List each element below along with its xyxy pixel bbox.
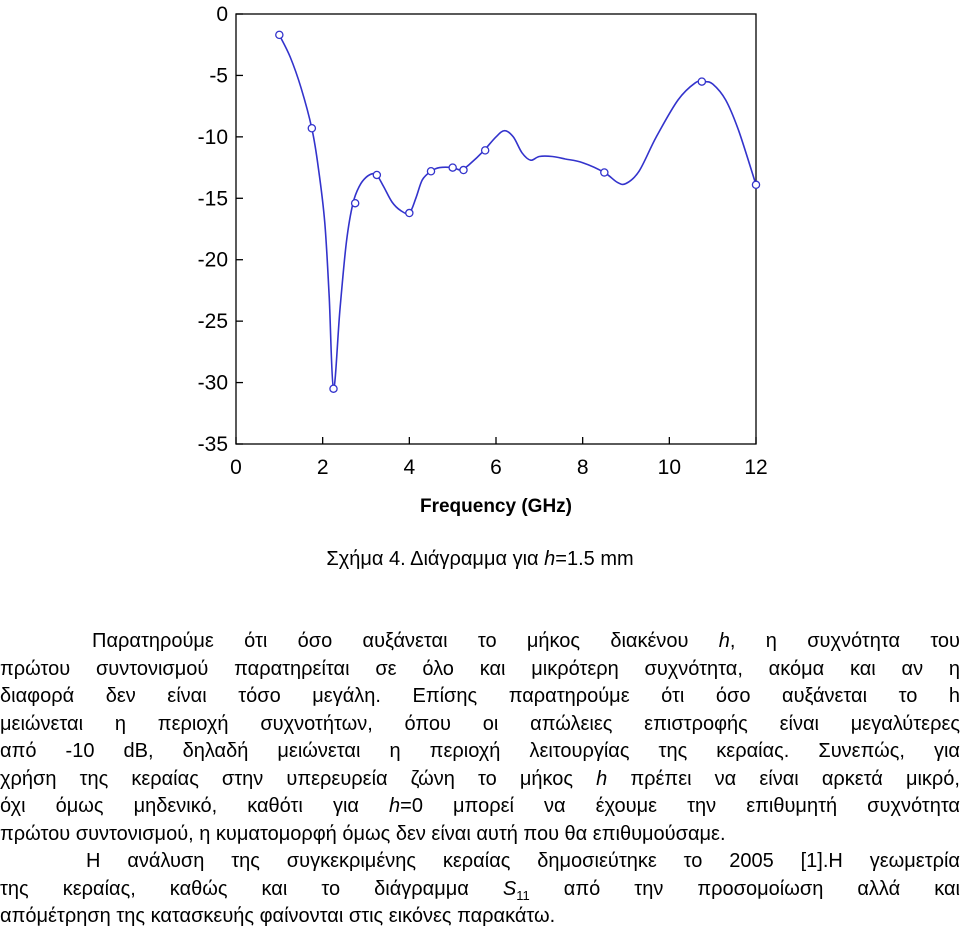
y-tick-label: -10 (197, 125, 228, 149)
paragraph1-line1 (0, 628, 960, 654)
data-point-marker (698, 78, 705, 85)
caption-prefix: Σχήμα 4. Διάγραμμα για (326, 548, 545, 570)
text-segment: όχι όμως μηδενικό, καθότι για (0, 795, 390, 817)
x-tick-label: 6 (490, 456, 502, 479)
paragraph1-line8: πρώτου συντονισμού, η κυματομορφή όμως δεν είναι αυτή που θα επιθυμούσαμε. (0, 823, 726, 845)
plot-area-border (236, 14, 756, 444)
data-point-marker (406, 209, 413, 216)
caption-suffix: =1.5 mm (555, 548, 634, 570)
text-segment: Παρατηρούμε ότι όσο αυξάνεται το μήκος διακένου (92, 630, 719, 652)
variable-h: h (718, 630, 730, 652)
x-tick-label: 0 (230, 456, 242, 479)
data-point-marker (449, 164, 456, 171)
y-tick-label: 0 (216, 3, 228, 26)
data-point-marker (427, 168, 434, 175)
paragraph1-line5: από -10 dB, δηλαδή μειώνεται η περιοχή λειτουργίας της κεραίας. Συνεπώς, για (0, 740, 960, 762)
x-tick-label: 12 (744, 456, 768, 479)
data-point-marker (352, 200, 359, 207)
paragraph1-line2: πρώτου συντονισμού παρατηρείται σε όλο και μικρότερη συχνότητα, ακόμα και αν η (0, 658, 960, 680)
paragraph2-line3: απόμέτρηση της κατασκευής φαίνονται στις εικόνες παρακάτω. (0, 905, 556, 927)
paragraph2-line1: Η ανάλυση της συγκεκριμένης κεραίας δημοσιεύτηκε το 2005 [1].Η γεωμετρία (86, 850, 960, 872)
x-tick-label: 4 (403, 456, 416, 479)
plot-frame (236, 14, 756, 444)
data-point-marker (752, 181, 759, 188)
subscript-11: 11 (516, 888, 530, 903)
y-tick-label: -35 (197, 433, 228, 456)
x-tick-label: 2 (316, 456, 329, 479)
data-point-marker (460, 166, 467, 173)
caption-variable: h (544, 548, 556, 570)
variable-s: S (502, 878, 517, 900)
text-segment: της κεραίας, καθώς και το διάγραμμα (0, 878, 503, 900)
data-point-marker (276, 31, 283, 38)
x-axis-ticks (230, 437, 768, 479)
text-segment: =0 μπορεί να έχουμε την επιθυμητή συχνότητα (400, 795, 960, 817)
y-tick-label: -20 (197, 248, 228, 272)
y-tick-label: -25 (197, 310, 228, 334)
paragraph2-line2 (0, 876, 960, 902)
data-point-marker (308, 125, 315, 132)
paragraph1-line3: διαφορά δεν είναι τόσο μεγάλη. Επίσης παρατηρούμε ότι όσο αυξάνεται το h (0, 685, 960, 707)
x-tick-label: 8 (576, 456, 589, 479)
variable-h: h (389, 795, 401, 817)
y-tick-label: -30 (197, 371, 228, 395)
paragraph1-line6 (0, 766, 960, 792)
data-point-marker (482, 147, 489, 154)
s11-series-line (279, 35, 756, 389)
figure-caption (0, 546, 960, 572)
s11-data-markers (276, 31, 760, 392)
text-segment: χρήση της κεραίας στην υπερευρεία ζώνη το μήκος (0, 768, 597, 790)
data-point-marker (330, 385, 337, 392)
data-point-marker (601, 169, 608, 176)
paragraph1-line7 (0, 793, 960, 819)
y-tick-label: -5 (209, 64, 228, 88)
x-axis-title: Frequency (GHz) (419, 496, 573, 517)
paragraph1-line4: μειώνεται η περιοχή συχνοτήτων, όπου οι απώλειες επιστροφής είναι μεγαλύτερες (0, 713, 960, 735)
variable-h: h (596, 768, 608, 790)
text-segment: από την προσομοίωση αλλά και (529, 878, 960, 900)
text-segment: πρέπει να είναι αρκετά μικρό, (607, 768, 960, 790)
data-point-marker (373, 171, 380, 178)
y-tick-label: -15 (197, 187, 228, 211)
text-segment: , η συχνότητα του (729, 630, 960, 652)
x-tick-label: 10 (657, 456, 682, 479)
